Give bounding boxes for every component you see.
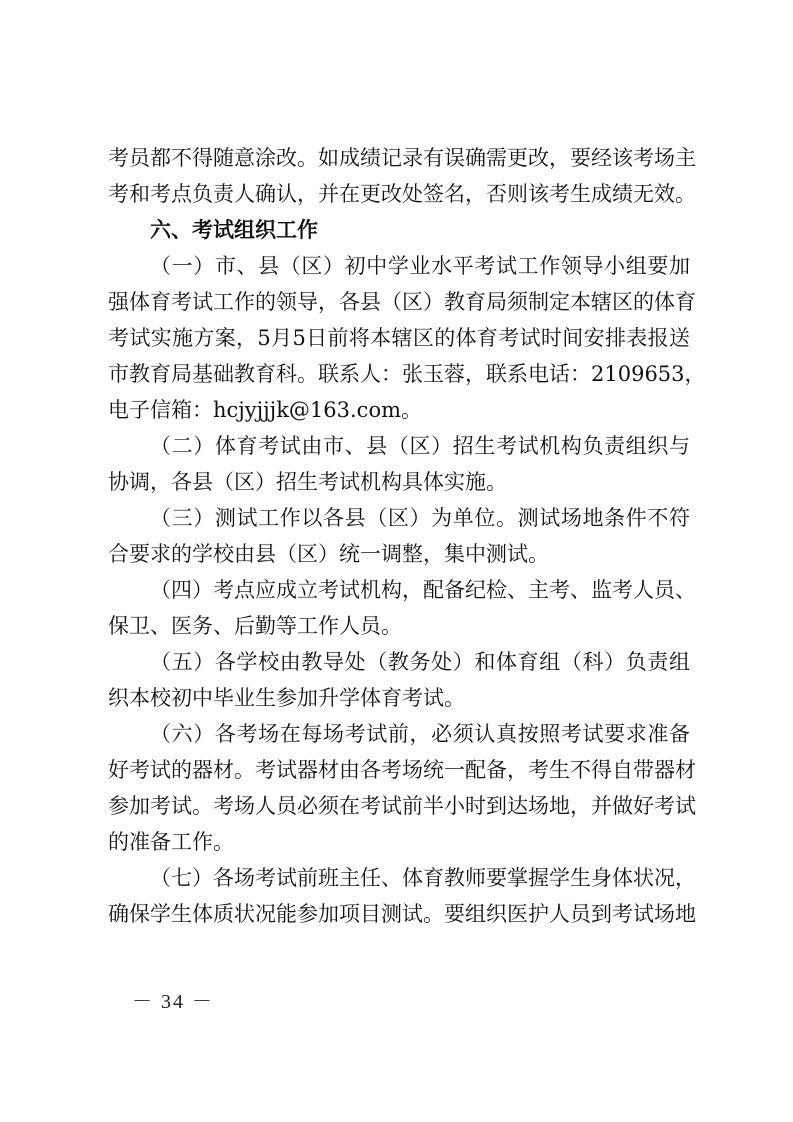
text-line: （一）市、县（区）初中学业水平考试工作领导小组要加 xyxy=(150,254,690,278)
text-line: 好考试的器材。考试器材由各考场统一配备，考生不得自带器材 xyxy=(108,758,696,782)
text-line: （七）各场考试前班主任、体育教师要掌握学生身体状况， xyxy=(150,866,696,890)
text-line: 的准备工作。 xyxy=(108,830,234,854)
text-line: 考和考点负责人确认，并在更改处签名，否则该考生成绩无效。 xyxy=(108,182,696,206)
text-line: （二）体育考试由市、县（区）招生考试机构负责组织与 xyxy=(150,434,690,458)
text-line: 考试实施方案，5月5日前将本辖区的体育考试时间安排表报送 xyxy=(108,326,690,350)
text-line: 考员都不得随意涂改。如成绩记录有误确需更改，要经该考场主 xyxy=(108,146,696,170)
text-line: （四）考点应成立考试机构，配备纪检、主考、监考人员、 xyxy=(150,578,696,602)
page-number: － 34 － xyxy=(132,991,214,1013)
text-line: 市教育局基础教育科。联系人：张玉蓉，联系电话：2109653， xyxy=(108,362,706,386)
text-line: 合要求的学校由县（区）统一调整，集中测试。 xyxy=(108,542,549,566)
text-line: 强体育考试工作的领导，各县（区）教育局须制定本辖区的体育 xyxy=(108,290,696,314)
text-line: （三）测试工作以各县（区）为单位。测试场地条件不符 xyxy=(150,506,690,530)
text-line: 协调，各县（区）招生考试机构具体实施。 xyxy=(108,470,507,494)
text-line: （六）各考场在每场考试前，必须认真按照考试要求准备 xyxy=(150,722,690,746)
text-line: 电子信箱：hcjyjjjk@163.com。 xyxy=(108,398,422,422)
text-line: 保卫、医务、后勤等工作人员。 xyxy=(108,614,402,638)
document-body xyxy=(108,140,706,932)
section-heading: 六、考试组织工作 xyxy=(150,218,318,242)
text-line: 参加考试。考场人员必须在考试前半小时到达场地，并做好考试 xyxy=(108,794,696,818)
text-line: 织本校初中毕业生参加升学体育考试。 xyxy=(108,686,465,710)
text-line: 确保学生体质状况能参加项目测试。要组织医护人员到考试场地 xyxy=(108,902,696,926)
text-line: （五）各学校由教导处（教务处）和体育组（科）负责组 xyxy=(150,650,690,674)
